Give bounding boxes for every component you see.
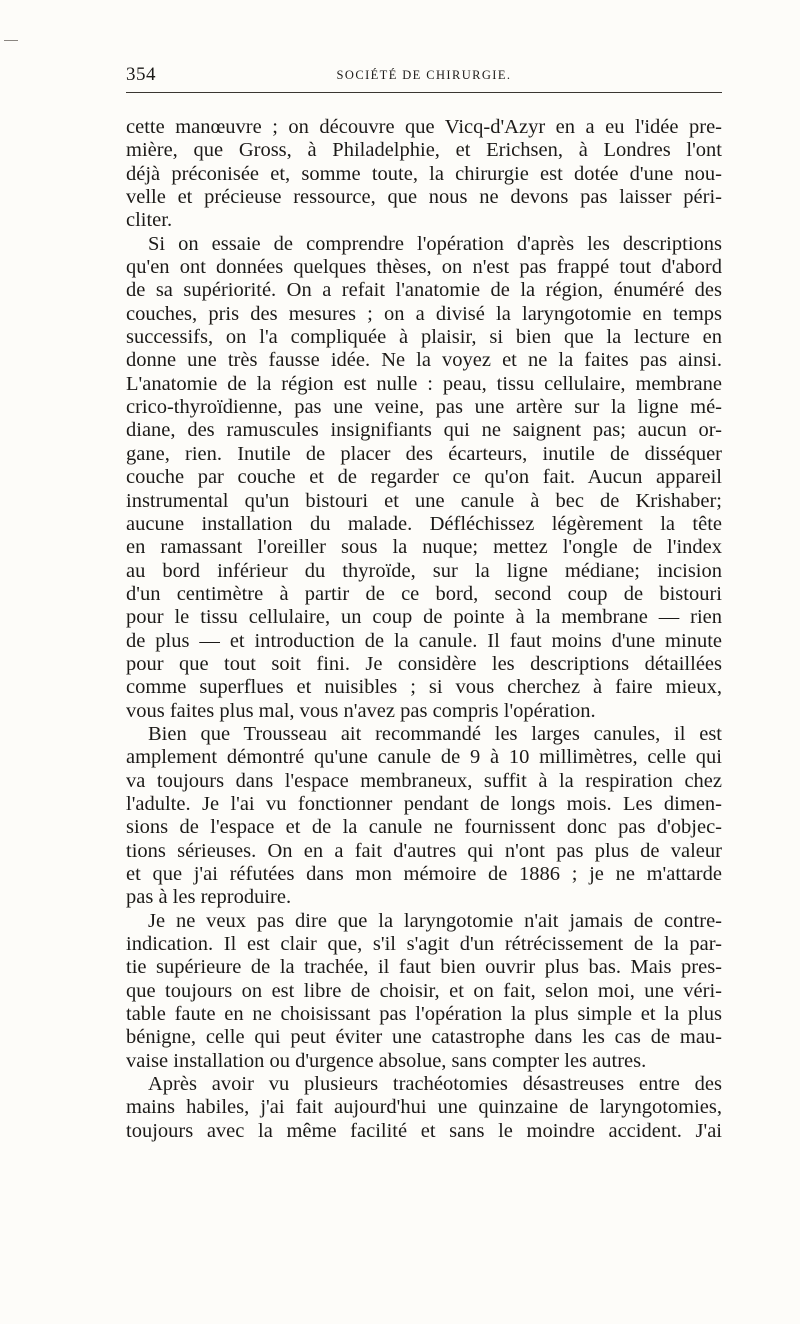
page-number: 354: [126, 64, 156, 85]
text-line: l'adulte. Je l'ai vu fonctionner pendant de longs mois. Les dimen-: [126, 792, 722, 815]
text-line: pour que tout soit fini. Je considère les descriptions détaillées: [126, 652, 722, 675]
text-line: velle et précieuse ressource, que nous ne devons pas laisser péri-: [126, 186, 722, 209]
text-line: Après avoir vu plusieurs trachéotomies désastreuses entre des: [148, 1073, 722, 1096]
margin-mark: [4, 40, 18, 41]
text-line: sions de l'espace et de la canule ne fournissent donc pas d'objec-: [126, 816, 722, 839]
text-line: tie supérieure de la trachée, il faut bien ouvrir plus bas. Mais pres-: [126, 956, 722, 979]
text-line: de plus — et introduction de la canule. Il faut moins d'une minute: [126, 629, 722, 652]
text-line: couche par couche et de regarder ce qu'on fait. Aucun appareil: [126, 466, 722, 489]
text-line: instrumental qu'un bistouri et une canule à bec de Krishaber;: [126, 489, 722, 512]
text-line: table faute en ne choisissant pas l'opération la plus simple et la plus: [126, 1003, 722, 1026]
text-line: vaise installation ou d'urgence absolue, sans compter les autres.: [126, 1049, 647, 1072]
text-line: de sa supériorité. On a refait l'anatomie de la région, énuméré des: [126, 279, 722, 302]
text-line: Bien que Trousseau ait recommandé les larges canules, il est: [148, 722, 722, 745]
text-line: que toujours on est libre de choisir, et on fait, selon moi, une véri-: [126, 979, 722, 1002]
text-line: successifs, on l'a compliquée à plaisir, si bien que la lecture en: [126, 326, 722, 349]
text-line: au bord inférieur du thyroïde, sur la ligne médiane; incision: [126, 559, 722, 582]
text-line: amplement démontré qu'une canule de 9 à 10 millimètres, celle qui: [126, 746, 722, 769]
text-line: toujours avec la même facilité et sans le moindre accident. J'ai: [126, 1119, 722, 1142]
text-line: tions sérieuses. On en a fait d'autres qui n'ont pas plus de valeur: [126, 839, 722, 862]
text-line: en ramassant l'oreiller sous la nuque; mettez l'ongle de l'index: [126, 536, 722, 559]
text-line: Je ne veux pas dire que la laryngotomie n'ait jamais de contre-: [148, 909, 722, 932]
text-line: diane, des ramuscules insignifiants qui ne saignent pas; aucun or-: [126, 419, 722, 442]
text-line: Si on essaie de comprendre l'opération d'après les descriptions: [148, 232, 722, 255]
text-line: pour le tissu cellulaire, un coup de pointe à la membrane — rien: [126, 606, 722, 629]
text-line: va toujours dans l'espace membraneux, suffit à la respiration chez: [126, 769, 722, 792]
text-line: indication. Il est clair que, s'il s'agit d'un rétrécissement de la par-: [126, 933, 722, 956]
text-line: cliter.: [126, 209, 173, 232]
text-line: aucune installation du malade. Défléchissez légèrement la tête: [126, 512, 722, 535]
text-line: d'un centimètre à partir de ce bord, second coup de bistouri: [126, 582, 722, 605]
text-line: bénigne, celle qui peut éviter une catastrophe dans les cas de mau-: [126, 1026, 722, 1049]
text-line: L'anatomie de la région est nulle : peau, tissu cellulaire, membrane: [126, 372, 722, 395]
text-line: mains habiles, j'ai fait aujourd'hui une quinzaine de laryngotomies,: [126, 1096, 722, 1119]
text-line: donne une très fausse idée. Ne la voyez et ne la faites pas ainsi.: [126, 349, 722, 372]
text-line: mière, que Gross, à Philadelphie, et Erichsen, à Londres l'ont: [126, 139, 722, 162]
journal-title: SOCIÉTÉ DE CHIRURGIE.: [336, 68, 512, 82]
running-head: [126, 62, 722, 93]
body-text: [126, 116, 722, 1143]
text-line: gane, rien. Inutile de placer des écarteurs, inutile de disséquer: [126, 442, 722, 465]
text-line: pas à les reproduire.: [126, 886, 292, 909]
text-line: cette manœuvre ; on découvre que Vicq-d'Azyr en a eu l'idée pre-: [126, 116, 722, 138]
text-line: crico-thyroïdienne, pas une veine, pas une artère sur la ligne mé-: [126, 396, 722, 419]
text-line: qu'en ont données quelques thèses, on n'est pas frappé tout d'abord: [126, 256, 722, 279]
text-line: vous faites plus mal, vous n'avez pas compris l'opération.: [126, 699, 596, 722]
text-line: couches, pris des mesures ; on a divisé la laryngotomie en temps: [126, 302, 722, 325]
text-line: comme superflues et nuisibles ; si vous cherchez à faire mieux,: [126, 676, 722, 699]
text-line: et que j'ai réfutées dans mon mémoire de 1886 ; je ne m'attarde: [126, 863, 722, 885]
text-line: déjà préconisée et, somme toute, la chirurgie est dotée d'une nou-: [126, 162, 722, 185]
